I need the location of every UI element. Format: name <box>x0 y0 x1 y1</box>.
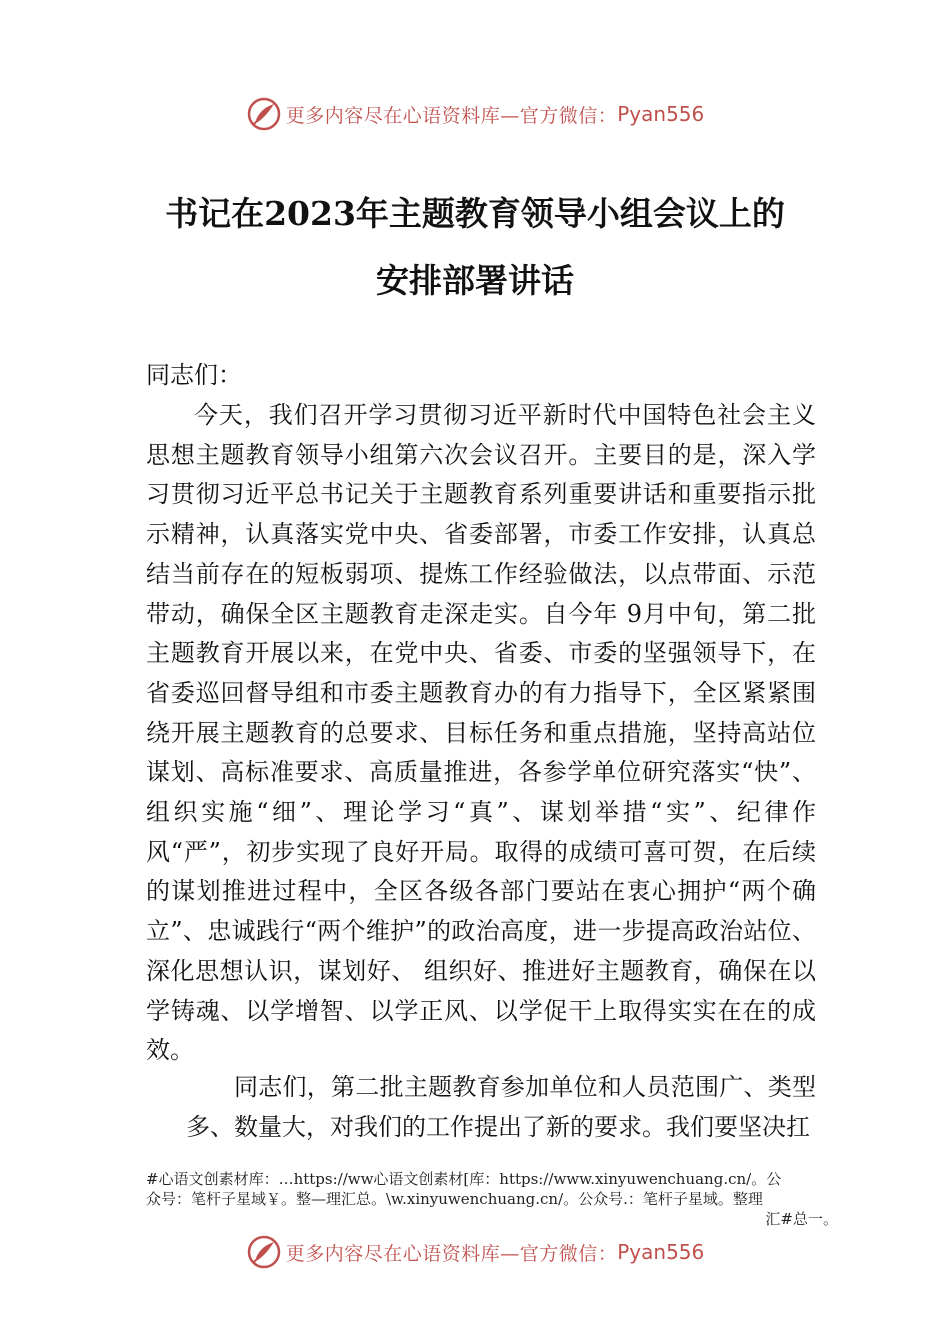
footer-note-line3: 汇#总一。 <box>765 1210 838 1228</box>
banner-text: 更多内容尽在心语资料库—官方微信： <box>285 104 618 127</box>
body-paragraph-2 <box>186 1068 816 1147</box>
footer-note-line2: 众号：笔杆子星域￥。整—理汇总。\w.xinyuwenchuang.cn/。公众号.：笔杆子星域。整理 <box>146 1190 763 1208</box>
paragraph-text: 今天，我们召开学习贯彻习近平新时代中国特色社会主义思想主题教育领导小组第六次会议召开。主要目的是，深入学习贯彻习近平总书记关于主题教育系列重要讲话和重要指示批示精神，认真落实党中央、省委部署，市委工作安排，认真总结当前存在的短板弱项、提炼工作经验做法，以点带面、示范带动，确保全区主题教育走深走实。自今年 9月中旬，第二批主题教育开展以来，在党中央、省委、市委的坚强领导下，在省委巡回督导组和市委主题教育办的有力指导下，全区紧紧围绕开展主题教育的总要求、目标任务和重点措施，坚持高站位谋划、高标准要求、高质量推进，各参学单位研究落实“快”、组织实施“细”、理论学习“真”、谋划举措“实”、纪律作风“严”，初步实现了良好开局。取得的成绩可喜可贺，在后续的谋划推进过程中，全区各级各部门要站在衷心拥护“两个确立”、忠诚践行“两个维护”的政治高度，进一步提高政治站位、深化思想认识，谋划好、 组织好、推进好主题教育，确保在以学铸魂、以学增智、以学正风、以学促干上取得实实在在的成效。 <box>146 401 816 1065</box>
salutation: 同志们： <box>146 361 242 389</box>
header-banner <box>0 94 950 134</box>
brand-logo-icon <box>246 96 282 132</box>
document-title-line2: 安排部署讲话 <box>376 261 574 300</box>
banner-text: 更多内容尽在心语资料库—官方微信： <box>285 1242 618 1265</box>
footer-note <box>146 1169 846 1229</box>
banner-wechat-handle: Pyan556 <box>617 102 705 126</box>
footer-note-line1: #心语文创素材库：…https://ww心语文创素材[库：https://www.xinyuwenchuang.cn/。公 <box>146 1170 782 1188</box>
document-title-line1: 书记在2023年主题教育领导小组会议上的 <box>165 194 785 233</box>
body-paragraph-1 <box>146 396 816 1071</box>
paragraph-text: 同志们，第二批主题教育参加单位和人员范围广、类型多、数量大，对我们的工作提出了新的要求。我们要坚决扛 <box>186 1073 816 1141</box>
footer-banner <box>0 1232 950 1272</box>
banner-wechat-handle: Pyan556 <box>617 1240 705 1264</box>
brand-logo-icon <box>246 1234 282 1270</box>
